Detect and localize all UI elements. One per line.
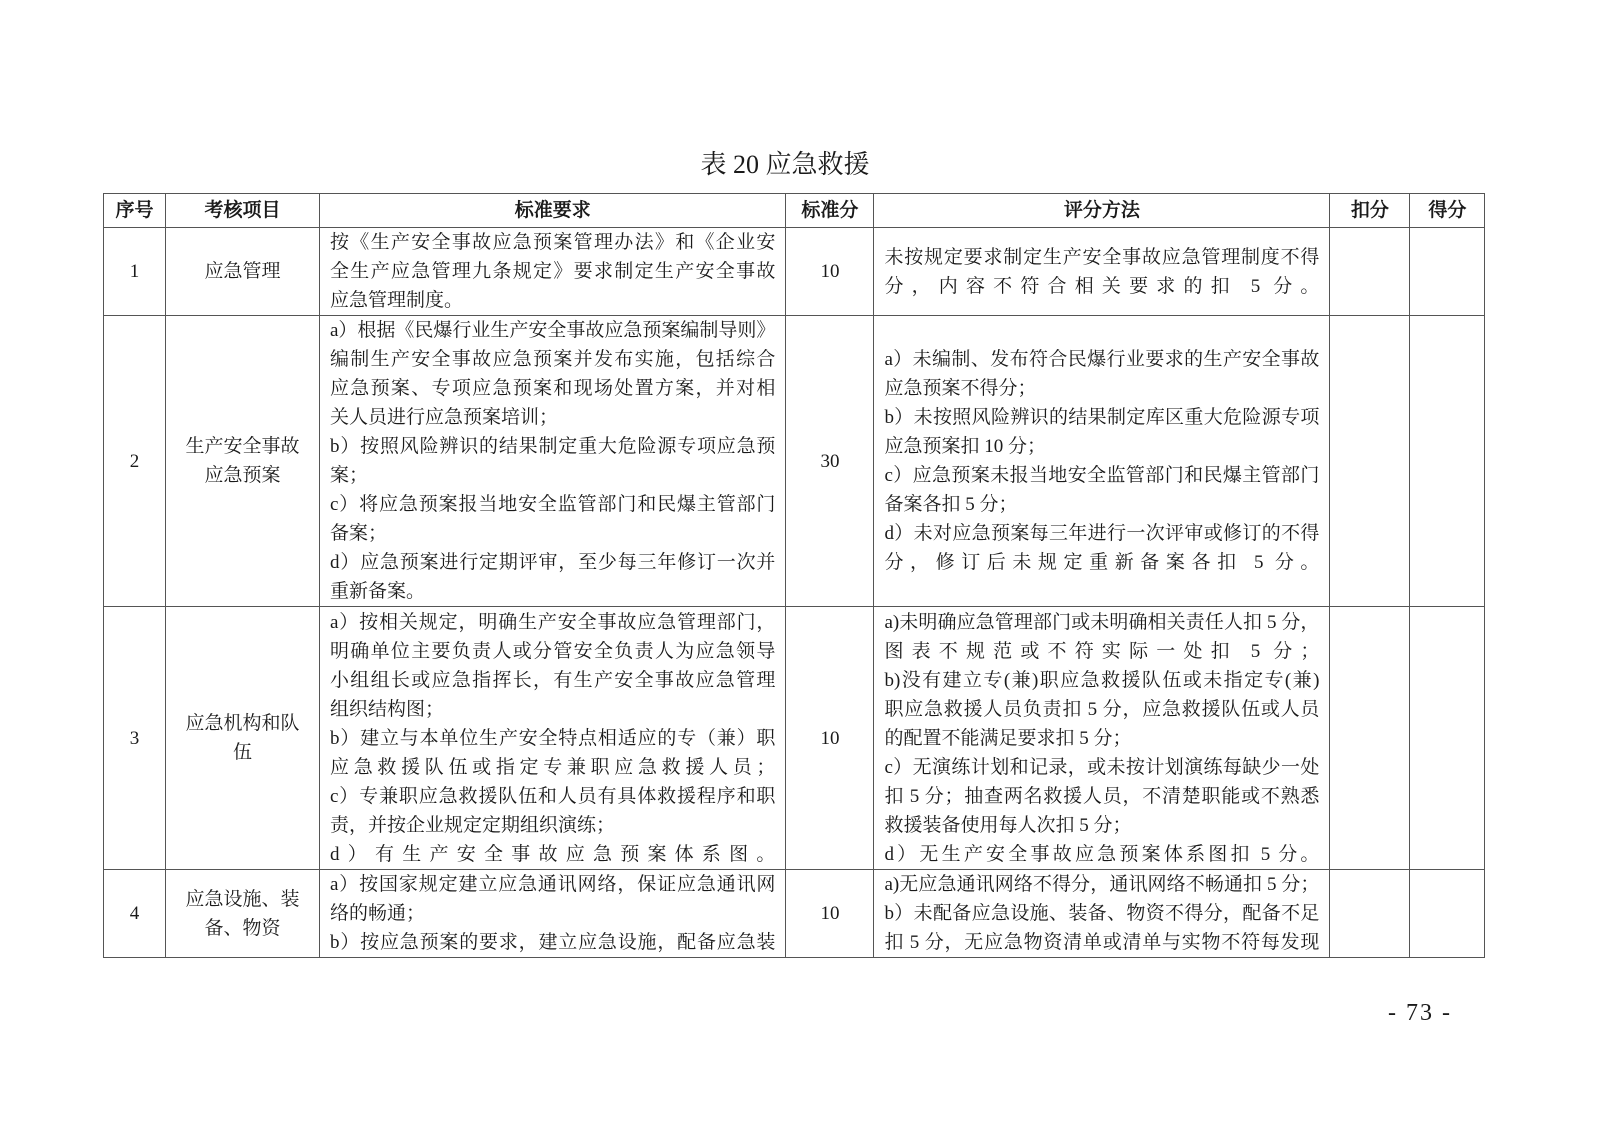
text-line: 分，修订后未规定重新备案各扣 5 分。 — [884, 552, 1320, 573]
cell-scoring-method — [874, 870, 1330, 958]
text-line: 备、物资 — [204, 917, 281, 939]
text-line: 职应急救援人员负责扣 5 分，应急救援队伍或人员 — [884, 698, 1320, 720]
text-line: 的配置不能满足要求扣 5 分； — [884, 727, 1132, 749]
cell-deduction — [1330, 228, 1410, 316]
text-line: b）按应急预案的要求，建立应急设施，配备应急装 — [330, 932, 776, 953]
text-line: 责，并按企业规定定期组织演练； — [330, 814, 616, 836]
text-line: a）按相关规定，明确生产安全事故应急管理部门， — [330, 611, 776, 633]
cell-requirement — [320, 228, 786, 316]
cell-standard-score: 10 — [786, 607, 874, 870]
cell-standard-score: 10 — [786, 228, 874, 316]
text-line: 重新备案。 — [330, 581, 426, 602]
text-line: 应急救援队伍或指定专兼职应急救援人员； — [330, 756, 776, 778]
assessment-table — [103, 193, 1485, 958]
text-line: 伍 — [232, 742, 252, 763]
text-line: d）有生产安全事故应急预案体系图。 — [330, 843, 776, 865]
text-line: 应急预案、专项应急预案和现场处置方案，并对相 — [330, 378, 776, 399]
cell-requirement — [320, 870, 786, 958]
text-line: 小组组长或应急指挥长，有生产安全事故应急管理 — [330, 669, 776, 691]
text-line: 生产安全事故 — [185, 436, 300, 457]
text-line: 明确单位主要负责人或分管安全负责人为应急领导 — [330, 640, 776, 662]
text-line: c）无演练计划和记录，或未按计划演练每缺少一处 — [884, 756, 1320, 778]
text-line: b)没有建立专(兼)职应急救援队伍或未指定专(兼) — [884, 669, 1320, 691]
cell-item — [166, 607, 320, 870]
cell-score — [1410, 607, 1485, 870]
text-line: 编制生产安全事故应急预案并发布实施，包括综合 — [330, 349, 776, 370]
cell-deduction — [1330, 870, 1410, 958]
text-line: 案； — [330, 465, 369, 486]
cell-standard-score: 10 — [786, 870, 874, 958]
header-col-standard-score: 标准分 — [786, 194, 874, 228]
cell-score — [1410, 316, 1485, 607]
text-line: 应急机构和队 — [185, 713, 300, 734]
text-line: c）专兼职应急救援队伍和人员有具体救援程序和职 — [330, 785, 776, 807]
text-line: 应急管理 — [204, 261, 281, 282]
text-line: 组织结构图； — [330, 698, 445, 720]
cell-scoring-method — [874, 316, 1330, 607]
text-line: 全生产应急管理九条规定》要求制定生产安全事故 — [330, 261, 776, 282]
text-line: 扣 5 分；抽查两名救援人员，不清楚职能或不熟悉 — [884, 785, 1320, 807]
cell-scoring-method — [874, 607, 1330, 870]
header-col-item: 考核项目 — [166, 194, 320, 228]
header-col-scoring-method: 评分方法 — [874, 194, 1330, 228]
header-col-requirement: 标准要求 — [320, 194, 786, 228]
table-row — [104, 316, 1485, 607]
header-col-score: 得分 — [1410, 194, 1485, 228]
text-line: 图表不规范或不符实际一处扣 5 分； — [884, 640, 1320, 662]
text-line: 备案； — [330, 523, 388, 544]
text-line: d）未对应急预案每三年进行一次评审或修订的不得 — [884, 523, 1320, 544]
text-line: 应急预案 — [204, 465, 281, 486]
text-line: a）未编制、发布符合民爆行业要求的生产安全事故 — [884, 349, 1320, 370]
text-line: c）应急预案未报当地安全监管部门和民爆主管部门 — [884, 465, 1320, 486]
text-line: 应急预案不得分； — [884, 378, 1037, 399]
cell-item — [166, 228, 320, 316]
header-row — [104, 194, 1485, 228]
cell-score — [1410, 870, 1485, 958]
text-line: b）建立与本单位生产安全特点相适应的专（兼）职 — [330, 727, 776, 749]
text-line: 分，内容不符合相关要求的扣 5 分。 — [884, 275, 1320, 297]
cell-no: 3 — [104, 607, 166, 870]
text-line: b）未配备应急设施、装备、物资不得分，配备不足 — [884, 903, 1320, 924]
cell-standard-score: 30 — [786, 316, 874, 607]
text-line: 关人员进行应急预案培训； — [330, 407, 559, 428]
cell-no: 4 — [104, 870, 166, 958]
cell-score — [1410, 228, 1485, 316]
text-line: 未按规定要求制定生产安全事故应急管理制度不得 — [884, 246, 1320, 268]
text-line: 备案各扣 5 分； — [884, 494, 1018, 515]
table-row — [104, 870, 1485, 958]
text-line: 应急设施、装 — [185, 888, 300, 910]
table-title: 表 20 应急救援 — [700, 150, 870, 179]
text-line: a)无应急通讯网络不得分，通讯网络不畅通扣 5 分； — [884, 874, 1320, 895]
header-col-no: 序号 — [104, 194, 166, 228]
text-line: d）应急预案进行定期评审，至少每三年修订一次并 — [330, 552, 776, 573]
text-line: a）根据《民爆行业生产安全事故应急预案编制导则》 — [330, 320, 776, 341]
text-line: 扣 5 分，无应急物资清单或清单与实物不符每发现 — [884, 932, 1320, 953]
text-line: d）无生产安全事故应急预案体系图扣 5 分。 — [884, 843, 1320, 865]
text-line: a)未明确应急管理部门或未明确相关责任人扣 5 分， — [884, 611, 1320, 633]
cell-no: 2 — [104, 316, 166, 607]
cell-deduction — [1330, 607, 1410, 870]
text-line: b）未按照风险辨识的结果制定库区重大危险源专项 — [884, 407, 1320, 428]
text-line: a）按国家规定建立应急通讯网络，保证应急通讯网 — [330, 874, 776, 895]
page-number: - 73 - — [1388, 1000, 1452, 1026]
cell-requirement — [320, 316, 786, 607]
cell-scoring-method — [874, 228, 1330, 316]
text-line: b）按照风险辨识的结果制定重大危险源专项应急预 — [330, 436, 776, 457]
table-row — [104, 228, 1485, 316]
cell-item — [166, 870, 320, 958]
text-line: c）将应急预案报当地安全监管部门和民爆主管部门 — [330, 494, 776, 515]
header-col-deduction: 扣分 — [1330, 194, 1410, 228]
text-line: 按《生产安全事故应急预案管理办法》和《企业安 — [330, 232, 776, 253]
cell-requirement — [320, 607, 786, 870]
text-line: 络的畅通； — [330, 903, 426, 924]
text-line: 应急管理制度。 — [330, 290, 464, 311]
text-line: 救援装备使用每人次扣 5 分； — [884, 814, 1132, 836]
cell-no: 1 — [104, 228, 166, 316]
cell-deduction — [1330, 316, 1410, 607]
cell-item — [166, 316, 320, 607]
text-line: 应急预案扣 10 分； — [884, 436, 1046, 457]
table-row — [104, 607, 1485, 870]
